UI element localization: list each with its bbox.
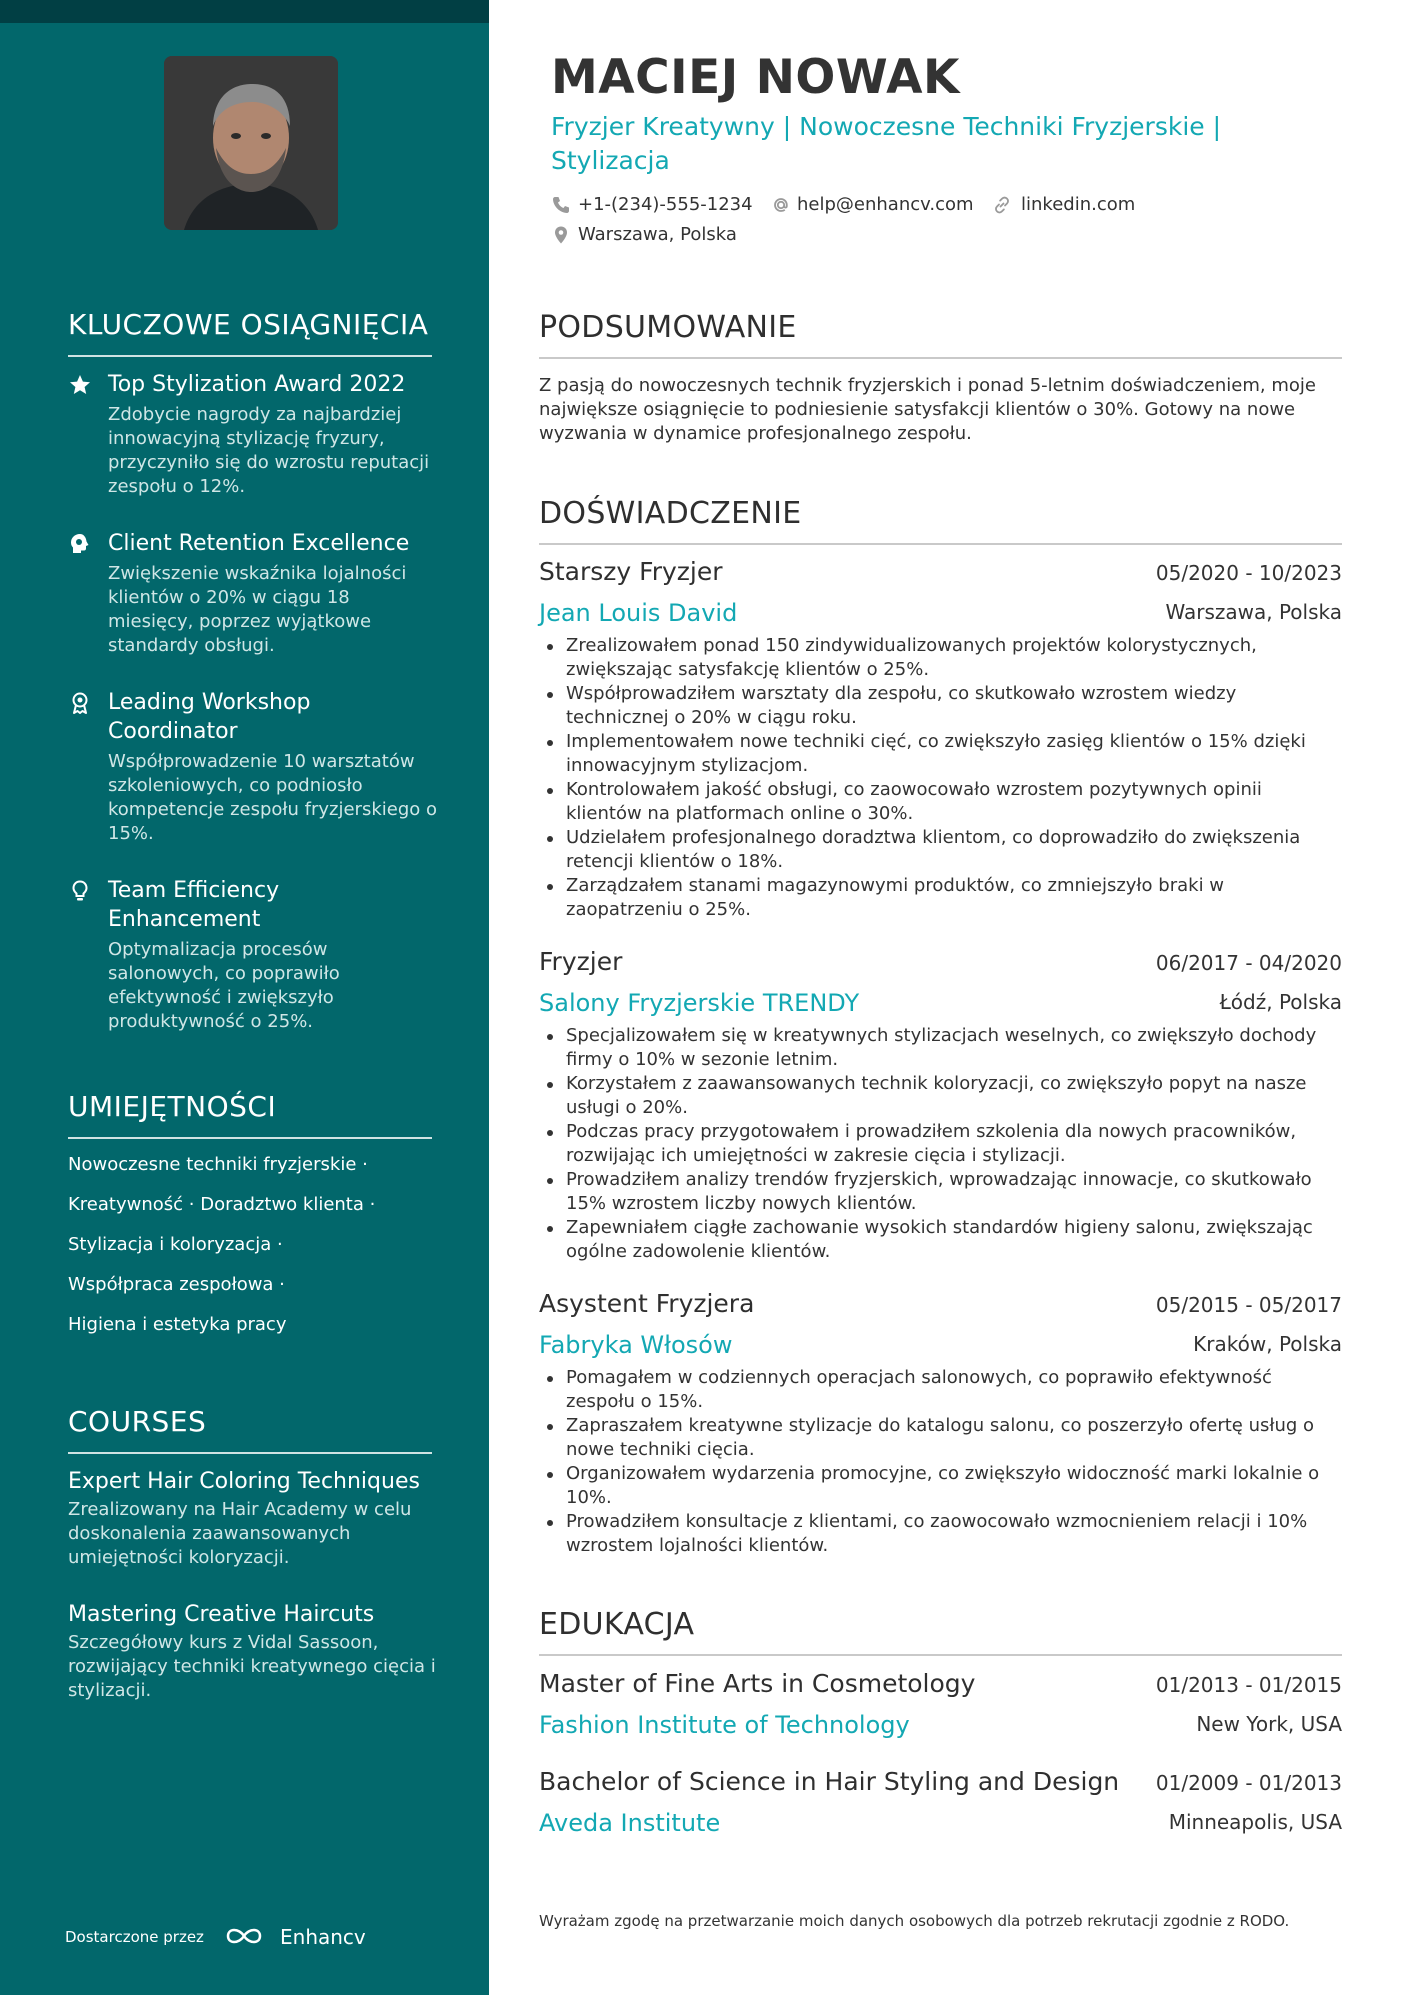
summary-heading: PODSUMOWANIE [539, 310, 797, 345]
bullet-item: Współprowadziłem warsztaty dla zespołu, co skutkowało wzrostem wiedzy technicznej o 20% w ciągu roku. [545, 682, 1335, 730]
courses-rule [68, 1452, 432, 1454]
skills-heading: UMIEJĘTNOŚCI [68, 1090, 277, 1123]
enhancv-logo[interactable] [222, 1918, 366, 1954]
bullet-item: Pomagałem w codziennych operacjach salonowych, co poprawiło efektywność zespołu o 15%. [545, 1366, 1335, 1414]
bullet-item: Zapraszałem kreatywne stylizacje do katalogu salonu, co poszerzyło ofertę usług o nowe techniki cięcia. [545, 1414, 1335, 1462]
job-location: Łódź, Polska [1219, 990, 1342, 1014]
skill-item: Współpraca zespołowa · [68, 1274, 285, 1295]
bullet-item: Zarządzałem stanami magazynowymi produktów, co zmniejszyło braki w zaopatrzeniu o 25%. [545, 874, 1335, 922]
job-bullets [545, 1366, 1335, 1558]
candidate-name: MACIEJ NOWAK [551, 50, 960, 105]
skill-item: Higiena i estetyka pracy [68, 1314, 287, 1335]
bullet-item: Podczas pracy przygotowałem i prowadziłem szkolenia dla nowych pracowników, rozwijając ich umiejętności w zakresie cięcia i stylizacji. [545, 1120, 1335, 1168]
link-icon [992, 195, 1012, 215]
skills-rule [68, 1137, 432, 1139]
medal-icon [68, 691, 92, 715]
education-location: Minneapolis, USA [1168, 1810, 1342, 1834]
education-degree: Bachelor of Science in Hair Styling and Design [539, 1767, 1120, 1796]
course-desc: Zrealizowany na Hair Academy w celu doskonalenia zaawansowanych umiejętności koloryzacji. [68, 1499, 412, 1568]
job-dates: 06/2017 - 04/2020 [1155, 951, 1342, 975]
achievement-item [68, 876, 438, 1034]
achievement-item [68, 529, 438, 658]
email-link[interactable]: help@enhancv.com [797, 194, 974, 215]
bullet-item: Kontrolowałem jakość obsługi, co zaowocowało wzrostem pozytywnych opinii klientów na platformach online o 30%. [545, 778, 1335, 826]
education-school[interactable]: Fashion Institute of Technology [539, 1711, 910, 1739]
job-title: Asystent Fryzjera [539, 1289, 755, 1318]
sidebar [0, 0, 489, 1995]
lightbulb-icon [68, 879, 92, 903]
job-bullets [545, 634, 1335, 922]
star-icon [68, 373, 92, 397]
education-degree: Master of Fine Arts in Cosmetology [539, 1669, 976, 1698]
course-title: Expert Hair Coloring Techniques [68, 1469, 420, 1494]
bullet-item: Prowadziłem konsultacje z klientami, co zaowocowało wzmocnieniem relacji i 10% wzrostem lojalności klientów. [545, 1510, 1335, 1558]
job-title: Starszy Fryzjer [539, 557, 723, 586]
achievement-title: Top Stylization Award 2022 [108, 372, 406, 397]
job-location: Kraków, Polska [1193, 1332, 1342, 1356]
sidebar-top-band [0, 0, 489, 23]
course-desc: Szczegółowy kurs z Vidal Sassoon, rozwijający techniki kreatywnego cięcia i stylizacji. [68, 1632, 436, 1701]
profile-photo [164, 56, 338, 230]
achievement-title: Client Retention Excellence [108, 531, 410, 556]
summary-text: Z pasją do nowoczesnych technik fryzjerskich i ponad 5-letnim doświadczeniem, moje największe osiągnięcie to podniesienie satysfakcji klientów o 30%. Gotowy na nowe wyzwania w dynamice profesjonalnego zespołu. [539, 375, 1316, 444]
bullet-item: Udzielałem profesjonalnego doradztwa klientom, co doprowadziło do zwiększenia retencji klientów o 18%. [545, 826, 1335, 874]
candidate-tagline: Fryzjer Kreatywny | Nowoczesne Techniki Fryzjerskie | Stylizacja [551, 112, 1222, 175]
achievement-item [68, 370, 438, 499]
bullet-item: Organizowałem wydarzenia promocyjne, co zwiększyło widoczność marki lokalnie o 10%. [545, 1462, 1335, 1510]
achievement-desc: Współprowadzenie 10 warsztatów szkoleniowych, co podniosło kompetencje zespołu fryzjerskiego o 15%. [108, 751, 438, 844]
enhancv-brand-text: Enhancv [280, 1925, 366, 1949]
achievement-desc: Zwiększenie wskaźnika lojalności klientów o 20% w ciągu 18 miesięcy, poprzez wyjątkowe standardy obsługi. [108, 563, 407, 656]
infinity-logo-icon [222, 1918, 266, 1954]
achievements-rule [68, 355, 432, 357]
bullet-item: Zapewniałem ciągłe zachowanie wysokich standardów higieny salonu, zwiększając ogólne zadowolenie klientów. [545, 1216, 1335, 1264]
achievement-desc: Optymalizacja procesów salonowych, co poprawiło efektywność i zwiększyło produktywność o 25%. [108, 939, 340, 1032]
skill-item: Kreatywność · Doradztwo klienta · [68, 1194, 376, 1215]
job-company[interactable]: Fabryka Włosów [539, 1331, 733, 1359]
job-bullets [545, 1024, 1335, 1264]
education-school[interactable]: Aveda Institute [539, 1809, 721, 1837]
bullet-item: Specjalizowałem się w kreatywnych stylizacjach weselnych, co zwiększyło dochody firmy o 10% w sezonie letnim. [545, 1024, 1335, 1072]
achievement-title: Leading Workshop Coordinator [108, 690, 311, 744]
bullet-item: Korzystałem z zaawansowanych technik koloryzacji, co zwiększyło popyt na nasze usługi o 20%. [545, 1072, 1335, 1120]
powered-by-label: Dostarczone przez [65, 1928, 204, 1946]
skill-item: Nowoczesne techniki fryzjerskie · [68, 1154, 368, 1175]
bullet-item: Implementowałem nowe techniki cięć, co zwiększyło zasięg klientów o 15% dzięki innowacyjnym stylizacjom. [545, 730, 1335, 778]
job-location: Warszawa, Polska [1165, 600, 1342, 624]
phone-number[interactable]: +1-(234)-555-1234 [578, 194, 753, 215]
courses-heading: COURSES [68, 1405, 207, 1438]
job-dates: 05/2020 - 10/2023 [1155, 561, 1342, 585]
job-company[interactable]: Salony Fryzjerskie TRENDY [539, 989, 860, 1017]
bullet-item: Prowadziłem analizy trendów fryzjerskich, wprowadzając innowacje, co skutkowało 15% wzrostem liczby nowych klientów. [545, 1168, 1335, 1216]
location-text: Warszawa, Polska [578, 224, 737, 245]
education-location: New York, USA [1196, 1712, 1342, 1736]
achievement-item [68, 688, 438, 846]
linkedin-link[interactable]: linkedin.com [1021, 194, 1136, 215]
location-pin-icon [551, 225, 571, 245]
course-title: Mastering Creative Haircuts [68, 1602, 375, 1627]
achievement-desc: Zdobycie nagrody za najbardziej innowacyjną stylizację fryzury, przyczyniło się do wzrostu reputacji zespołu o 12%. [108, 404, 430, 497]
education-rule [539, 1654, 1342, 1656]
job-dates: 05/2015 - 05/2017 [1155, 1293, 1342, 1317]
course-item [68, 1600, 438, 1703]
phone-icon [551, 195, 571, 215]
experience-heading: DOŚWIADCZENIE [539, 496, 802, 531]
job-company[interactable]: Jean Louis David [539, 599, 738, 627]
bullet-item: Zrealizowałem ponad 150 zindywidualizowanych projektów kolorystycznych, zwiększając satysfakcję klientów o 25%. [545, 634, 1335, 682]
head-icon [68, 532, 92, 556]
education-heading: EDUKACJA [539, 1607, 695, 1642]
summary-rule [539, 357, 1342, 359]
job-title: Fryzjer [539, 947, 623, 976]
achievement-title: Team Efficiency Enhancement [108, 878, 280, 932]
education-dates: 01/2013 - 01/2015 [1155, 1673, 1342, 1697]
education-dates: 01/2009 - 01/2013 [1155, 1771, 1342, 1795]
at-icon [771, 195, 791, 215]
experience-rule [539, 543, 1342, 545]
achievements-heading: KLUCZOWE OSIĄGNIĘCIA [68, 308, 429, 341]
gdpr-consent: Wyrażam zgodę na przetwarzanie moich danych osobowych dla potrzeb rekrutacji zgodnie z RODO. [539, 1912, 1290, 1930]
skill-item: Stylizacja i koloryzacja · [68, 1234, 283, 1255]
course-item [68, 1467, 438, 1570]
